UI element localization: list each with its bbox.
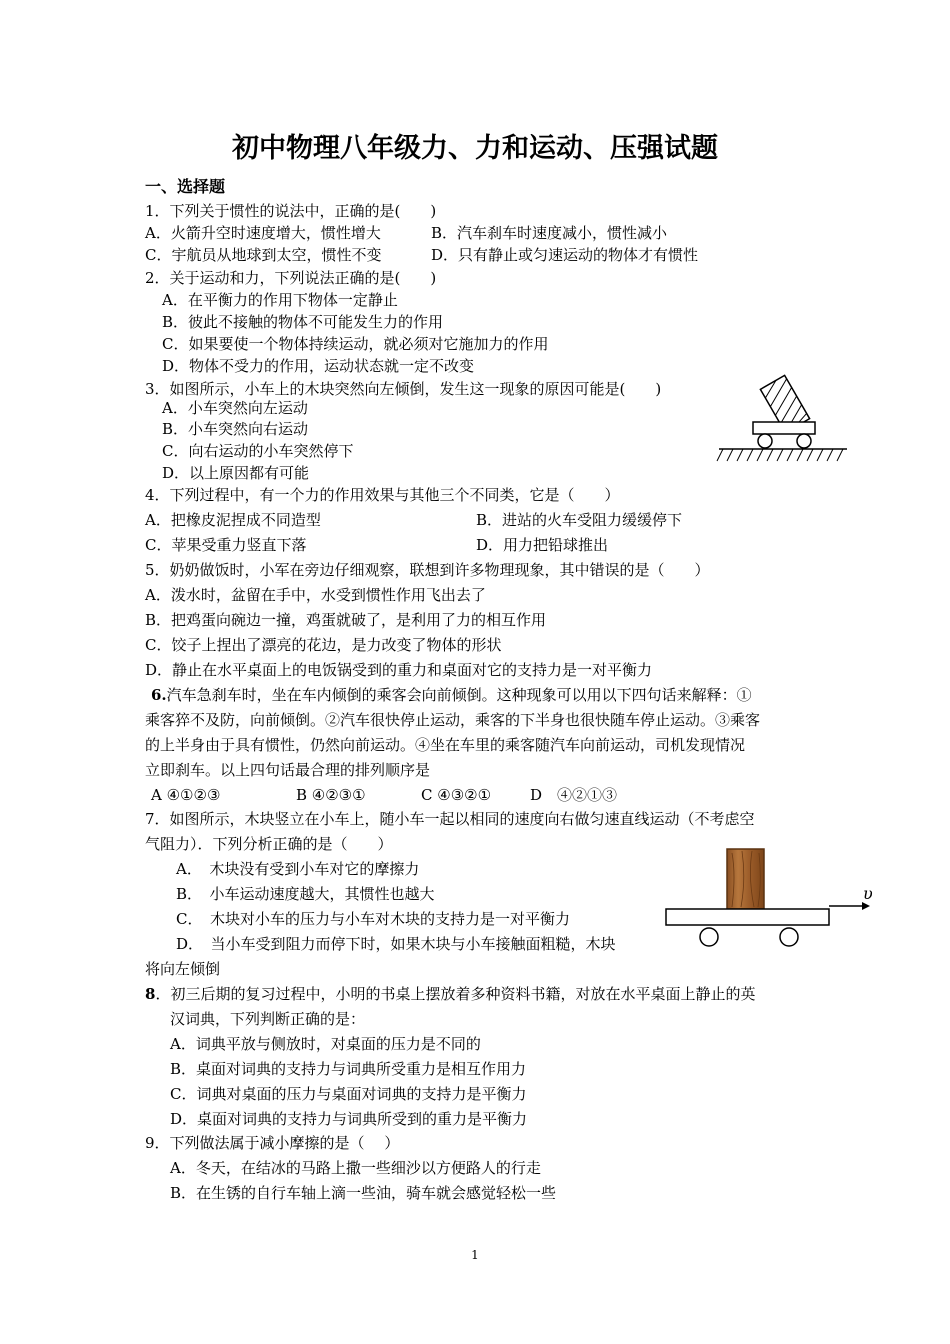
q1-option-b: B．汽车刹车时速度减小，惯性减小 bbox=[431, 224, 668, 242]
q3-option-a: A．小车突然向左运动 bbox=[162, 399, 308, 417]
page-number: 1 bbox=[471, 1248, 479, 1262]
q4-option-b: B．进站的火车受阻力缓缓停下 bbox=[476, 511, 683, 529]
cart-wheel-left bbox=[758, 434, 772, 448]
q7-option-d: D． 当小车受到阻力而停下时，如果木块与小车接触面粗糙，木块 bbox=[176, 935, 616, 953]
q8-number: 8 bbox=[145, 985, 156, 1003]
q4-option-a: A．把橡皮泥捏成不同造型 bbox=[145, 511, 321, 529]
cart-wheel-right bbox=[780, 928, 798, 946]
q6-line-3: 的上半身由于具有惯性，仍然向前运动。④坐在车里的乘客随汽车向前运动，司机发现情况 bbox=[145, 736, 746, 754]
q6-line-1 bbox=[151, 685, 752, 705]
q3-stem: 3．如图所示，小车上的木块突然向左倾倒，发生这一现象的原因可能是( ) bbox=[145, 380, 662, 398]
q2-option-a: A．在平衡力的作用下物体一定静止 bbox=[162, 291, 398, 309]
q6-option-d: D ④②①③ bbox=[530, 786, 618, 804]
q8-line-1-text: ．初三后期的复习过程中，小明的书桌上摆放着多种资料书籍，对放在水平桌面上静止的英 bbox=[155, 985, 756, 1003]
q7-line-1: 7．如图所示，木块竖立在小车上，随小车一起以相同的速度向右做匀速直线运动（不考虑空 bbox=[145, 810, 755, 828]
q6-line-1-text: 汽车急刹车时，坐在车内倾倒的乘客会向前倾倒。这种现象可以用以下四句话来解释：① bbox=[166, 686, 752, 704]
q9-stem: 9．下列做法属于减小摩擦的是（ ） bbox=[145, 1134, 400, 1152]
q3-cart-figure bbox=[715, 372, 850, 467]
q9-option-a: A．冬天，在结冰的马路上撒一些细沙以方便路人的行走 bbox=[170, 1159, 541, 1177]
q9-option-b: B．在生锈的自行车轴上滴一些油，骑车就会感觉轻松一些 bbox=[170, 1184, 557, 1202]
cart-board bbox=[666, 909, 829, 925]
q4-option-c: C．苹果受重力竖直下落 bbox=[145, 536, 307, 554]
page-title: 初中物理八年级力、力和运动、压强试题 bbox=[232, 133, 718, 164]
cart-wheel-left bbox=[700, 928, 718, 946]
q6-number: 6. bbox=[151, 686, 167, 704]
q2-option-d: D．物体不受力的作用，运动状态就一定不改变 bbox=[162, 357, 475, 375]
q7-option-d-continued: 将向左倾倒 bbox=[145, 960, 221, 978]
q7-option-c: C． 木块对小车的压力与小车对木块的支持力是一对平衡力 bbox=[176, 910, 570, 928]
q6-line-2: 乘客猝不及防，向前倾倒。②汽车很快停止运动，乘客的下半身也很快随车停止运动。③乘客 bbox=[145, 711, 761, 729]
q1-option-c: C．宇航员从地球到太空，惯性不变 bbox=[145, 246, 382, 264]
velocity-arrowhead bbox=[862, 902, 870, 910]
q5-stem: 5．奶奶做饭时，小军在旁边仔细观察，联想到许多物理现象，其中错误的是（ ） bbox=[145, 561, 710, 579]
ground-hatching bbox=[717, 449, 843, 461]
q6-line-4: 立即刹车。以上四句话最合理的排列顺序是 bbox=[145, 761, 431, 779]
q1-option-d: D．只有静止或匀速运动的物体才有惯性 bbox=[431, 246, 699, 264]
q5-option-b: B．把鸡蛋向碗边一撞，鸡蛋就破了，是利用了力的相互作用 bbox=[145, 611, 547, 629]
q7-option-b: B． 小车运动速度越大，其惯性也越大 bbox=[176, 885, 435, 903]
q7-cart-figure bbox=[662, 845, 887, 955]
cart-wheel-right bbox=[797, 434, 811, 448]
q4-option-d: D．用力把铅球推出 bbox=[476, 536, 609, 554]
q8-option-b: B．桌面对词典的支持力与词典所受重力是相互作用力 bbox=[170, 1060, 527, 1078]
q3-option-b: B．小车突然向右运动 bbox=[162, 420, 309, 438]
q5-option-a: A．泼水时，盆留在手中，水受到惯性作用飞出去了 bbox=[145, 586, 486, 604]
q8-line-1 bbox=[145, 984, 755, 1004]
q5-option-d: D．静止在水平桌面上的电饭锅受到的重力和桌面对它的支持力是一对平衡力 bbox=[145, 661, 653, 679]
q8-option-a: A．词典平放与侧放时，对桌面的压力是不同的 bbox=[170, 1035, 481, 1053]
q1-stem: 1．下列关于惯性的说法中，正确的是( ) bbox=[145, 202, 437, 220]
q7-line-2: 气阻力）．下列分析正确的是（ ） bbox=[145, 835, 393, 853]
q7-option-a: A． 木块没有受到小车对它的摩擦力 bbox=[176, 860, 420, 878]
q4-stem: 4．下列过程中，有一个力的作用效果与其他三个不同类，它是（ ） bbox=[145, 486, 620, 504]
q1-option-a: A．火箭升空时速度增大，惯性增大 bbox=[145, 224, 381, 242]
q6-option-b: B ④②③① bbox=[296, 786, 366, 804]
q3-option-c: C．向右运动的小车突然停下 bbox=[162, 442, 354, 460]
q8-option-c: C．词典对桌面的压力与桌面对词典的支持力是平衡力 bbox=[170, 1085, 527, 1103]
section-heading: 一、选择题 bbox=[145, 177, 226, 196]
q2-option-c: C．如果要使一个物体持续运动，就必须对它施加力的作用 bbox=[162, 335, 549, 353]
q2-stem: 2．关于运动和力，下列说法正确的是( ) bbox=[145, 269, 437, 287]
q8-line-2: 汉词典，下列判断正确的是： bbox=[170, 1010, 366, 1028]
q6-option-c: C ④③②① bbox=[421, 786, 492, 804]
q3-option-d: D．以上原因都有可能 bbox=[162, 464, 310, 482]
q2-option-b: B．彼此不接触的物体不可能发生力的作用 bbox=[162, 313, 444, 331]
q6-option-a: A ④①②③ bbox=[151, 786, 221, 804]
q8-option-d: D．桌面对词典的支持力与词典所受到的重力是平衡力 bbox=[170, 1110, 528, 1128]
velocity-label: υ bbox=[863, 884, 873, 903]
q5-option-c: C．饺子上捏出了漂亮的花边，是力改变了物体的形状 bbox=[145, 636, 502, 654]
cart-body bbox=[753, 422, 815, 434]
